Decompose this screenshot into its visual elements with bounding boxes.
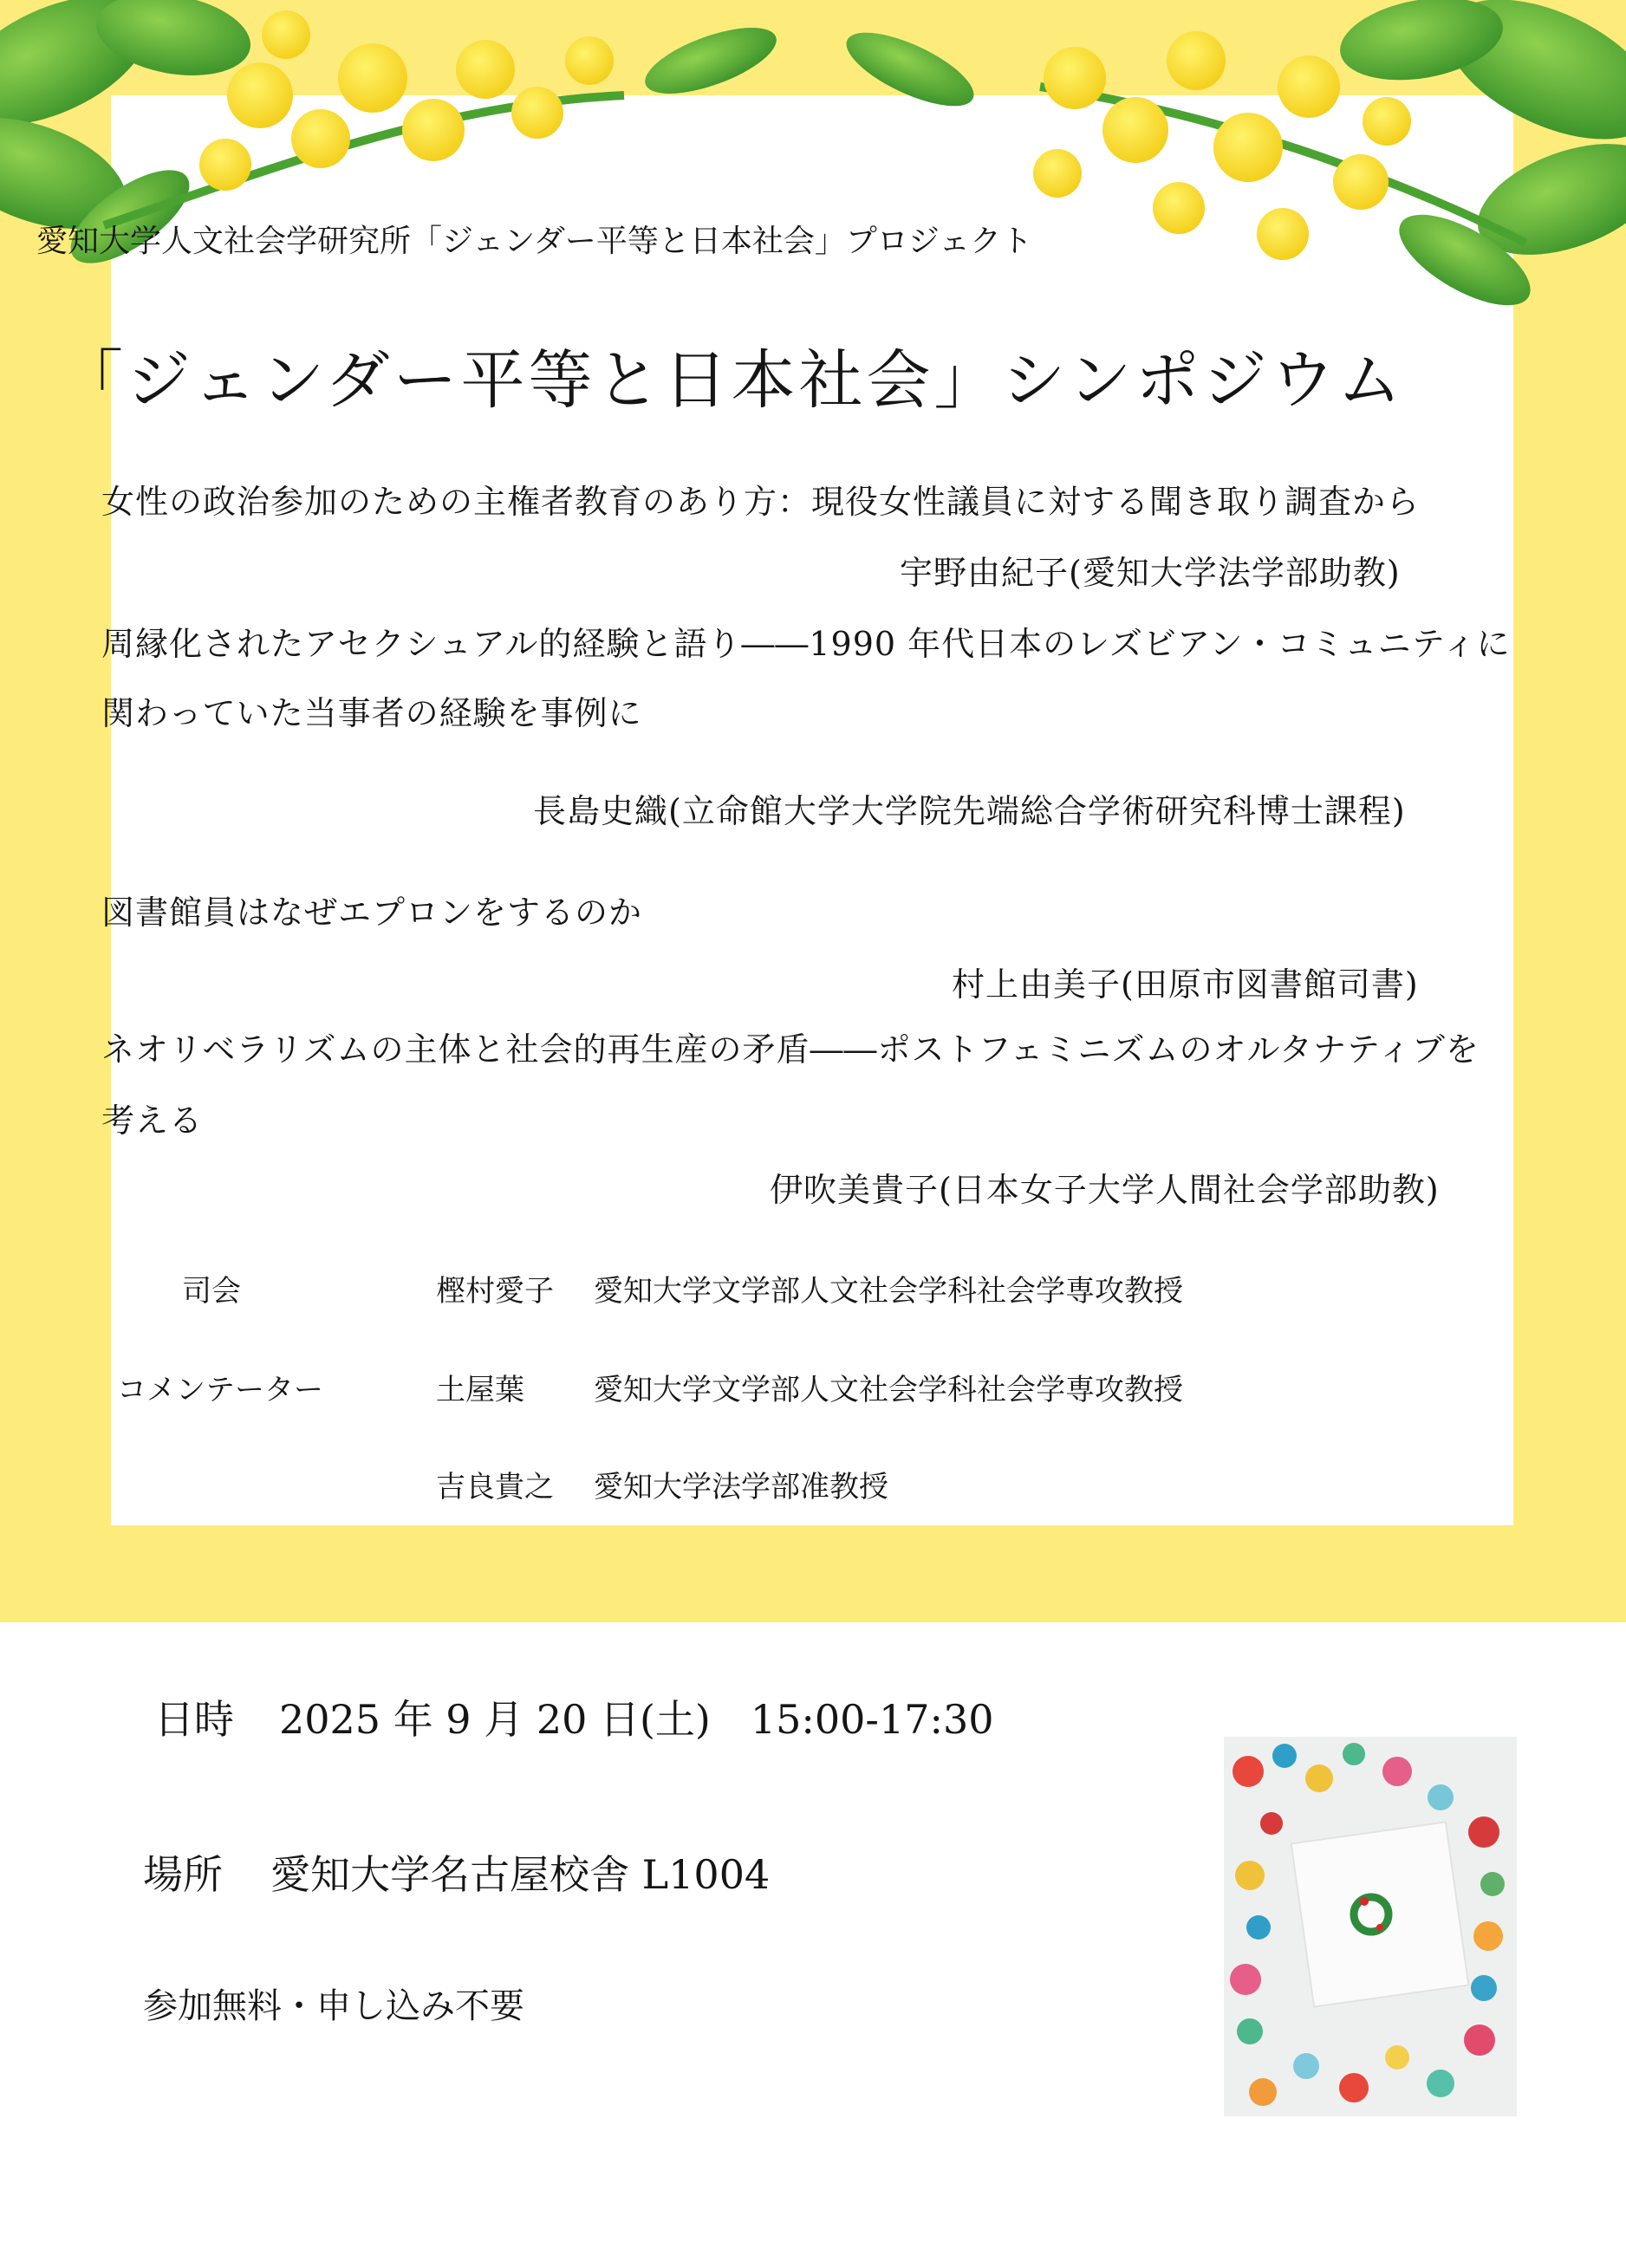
flower-blossom [1363, 97, 1411, 146]
flower-blossom [291, 109, 350, 168]
commentator-1-affiliation: 愛知大学文学部人文社会学科社会学専攻教授 [594, 1373, 1183, 1407]
flower-blossom [262, 10, 310, 59]
button-circle [1249, 2078, 1277, 2106]
commentator-label: コメンテーター [117, 1373, 323, 1407]
talk-3-speaker: 村上由美子(田原市図書館司書) [952, 965, 1419, 1004]
leaf-shape [637, 14, 784, 107]
talk-4-speaker: 伊吹美貴子(日本女子大学人間社会学部助教) [770, 1171, 1440, 1209]
flower-blossom [456, 40, 515, 99]
button-circle [1293, 2053, 1319, 2079]
talk-2-title-line1: 周縁化されたアセクシュアル的経験と語り――1990 年代日本のレズビアン・コミュニティに [101, 625, 1511, 663]
button-circle [1237, 2018, 1263, 2044]
moderator-label: 司会 [182, 1274, 241, 1309]
talk-4-title-line1: ネオリベラリズムの主体と社会的再生産の矛盾――ポストフェミニズムのオルタナティブを [101, 1030, 1480, 1069]
date-label: 日時 [154, 1696, 234, 1743]
talk-1-speaker: 宇野由紀子(愛知大学法学部助教) [900, 554, 1401, 592]
button-circle [1235, 1861, 1265, 1890]
talk-2-title-line2: 関わっていた当事者の経験を事例に [101, 694, 642, 732]
flower-blossom [1213, 113, 1283, 182]
flower-blossom [1153, 182, 1205, 234]
button-circle [1260, 1812, 1283, 1835]
flower-blossom [402, 99, 465, 161]
flower-blossom [511, 87, 563, 139]
button-circle [1427, 2070, 1454, 2097]
button-circle [1471, 1975, 1497, 2001]
button-circle [1473, 1921, 1503, 1951]
button-circle [1233, 1756, 1264, 1787]
flower-blossom [1257, 208, 1309, 260]
commentator-1-name: 土屋葉 [436, 1373, 524, 1407]
flower-blossom [565, 36, 614, 85]
commentator-2-affiliation: 愛知大学法学部准教授 [594, 1470, 888, 1504]
flower-blossom [227, 62, 293, 128]
button-circle [1382, 1757, 1412, 1786]
button-circle [1385, 2045, 1409, 2070]
button-circle [1480, 1872, 1505, 1896]
leaf-shape [837, 18, 984, 120]
flower-blossom [1033, 149, 1082, 198]
place-label: 場所 [143, 1851, 223, 1898]
flower-blossom [1278, 55, 1340, 118]
buttons-photo [1224, 1737, 1517, 2116]
button-circle [1428, 1784, 1454, 1810]
flower-blossom [1044, 47, 1106, 109]
talk-1-title: 女性の政治参加のための主権者教育のあり方：現役女性議員に対する聞き取り調査から [101, 483, 1421, 521]
talk-2-speaker: 長島史織(立命館大学大学院先端総合学術研究科博士課程) [533, 792, 1406, 830]
flower-blossom [1333, 154, 1389, 210]
button-circle [1468, 1816, 1499, 1848]
flower-garland-illustration [0, 0, 1626, 329]
button-circle [1343, 1743, 1365, 1765]
moderator-affiliation: 愛知大学文学部人文社会学科社会学専攻教授 [594, 1274, 1183, 1309]
flower-blossom [1102, 97, 1168, 163]
page-title: 「ジェンダー平等と日本社会」シンポジウム [59, 343, 1405, 418]
button-circle [1464, 2024, 1495, 2056]
talk-4-title-line2: 考える [101, 1102, 204, 1140]
admission-note: 参加無料・申し込み不要 [143, 1986, 524, 2026]
moderator-name: 樫村愛子 [436, 1274, 554, 1309]
button-circle [1339, 2073, 1369, 2102]
button-circle [1272, 1744, 1297, 1768]
button-circle [1246, 1915, 1271, 1940]
talk-3-title: 図書館員はなぜエプロンをするのか [101, 894, 643, 932]
organizer-line: 愛知大学人文社会学研究所「ジェンダー平等と日本社会」プロジェクト [36, 224, 1033, 259]
button-circle [1230, 1964, 1261, 1995]
flower-blossom [199, 139, 251, 191]
date-value: 2025 年 9 月 20 日(土) 15:00-17:30 [279, 1696, 994, 1743]
flower-blossom [338, 43, 407, 113]
commentator-2-name: 吉良貴之 [436, 1470, 554, 1504]
place-value: 愛知大学名古屋校舎 L1004 [270, 1851, 771, 1898]
button-circle [1305, 1764, 1333, 1792]
flower-blossom [1167, 31, 1226, 90]
